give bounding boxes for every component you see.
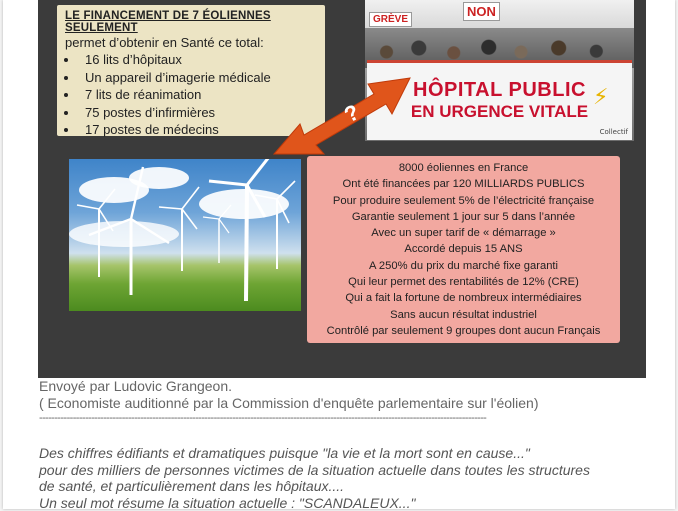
lightning-icon: ⚡ bbox=[593, 85, 608, 110]
comment-line: Des chiffres édifiants et dramatiques puisque "la vie et la mort sont en cause..." bbox=[39, 445, 659, 462]
subsidy-line: Qui leur permet des rentabilités de 12% (CRE) bbox=[311, 274, 616, 290]
list-item: • 7 lits de réanimation bbox=[79, 86, 317, 104]
double-arrow-icon bbox=[270, 72, 420, 162]
subsidy-line: Ont été financées par 120 MILLIARDS PUBLICS bbox=[311, 176, 616, 192]
list-item: • 75 postes d’infirmières bbox=[79, 104, 317, 122]
protest-sign: NON bbox=[463, 2, 500, 21]
collectif-logo-text: Collectif bbox=[600, 128, 628, 136]
subsidy-line: Pour produire seulement 5% de l’électricité française bbox=[311, 193, 616, 209]
page-frame bbox=[3, 0, 675, 509]
health-funding-subtitle: permet d’obtenir en Santé ce total: bbox=[65, 35, 317, 50]
sender-name: Envoyé par Ludovic Grangeon. bbox=[39, 378, 539, 395]
health-funding-title: LE FINANCEMENT DE 7 ÉOLIENNES SEULEMENT bbox=[65, 10, 317, 34]
list-item: • Un appareil d’imagerie médicale bbox=[79, 69, 317, 87]
comment-paragraph bbox=[39, 445, 659, 511]
subsidy-line: A 250% du prix du marché fixe garanti bbox=[311, 258, 616, 274]
banner-line-2: EN URGENCE VITALE bbox=[367, 102, 632, 122]
subsidy-line: 8000 éoliennes en France bbox=[311, 160, 616, 176]
sender-info bbox=[39, 378, 539, 412]
list-item: • 17 postes de médecins bbox=[79, 121, 317, 139]
subsidy-line: Garantie seulement 1 jour sur 5 dans l’année bbox=[311, 209, 616, 225]
sender-credentials: ( Economiste auditionné par la Commission d'enquête parlementaire sur l'éolien) bbox=[39, 395, 539, 412]
comment-line: Un seul mot résume la situation actuelle : "SCANDALEUX..." bbox=[39, 495, 659, 511]
infographic-poster bbox=[38, 0, 646, 378]
wind-turbines-drawing bbox=[69, 159, 301, 311]
wind-turbines-photo bbox=[69, 159, 301, 311]
subsidy-line: Contrôlé par seulement 9 groupes dont aucun Français bbox=[311, 323, 616, 339]
subsidy-line: Sans aucun résultat industriel bbox=[311, 307, 616, 323]
separator-line: -------------------------------------------------------------------------------------------------------------------------------------------------- bbox=[39, 412, 486, 424]
banner-line-1: HÔPITAL PUBLIC bbox=[367, 79, 632, 102]
wind-subsidy-box bbox=[307, 156, 620, 343]
subsidy-line: Qui a fait la fortune de nombreux intermédiaires bbox=[311, 290, 616, 306]
comment-line: de santé, et particulièrement dans les hôpitaux.... bbox=[39, 478, 659, 495]
subsidy-line: Avec un super tarif de « démarrage » bbox=[311, 225, 616, 241]
comment-line: pour des milliers de personnes victimes de la situation actuelle dans toutes les structures bbox=[39, 462, 659, 479]
question-mark: ? bbox=[340, 99, 364, 127]
subsidy-line: Accordé depuis 15 ANS bbox=[311, 241, 616, 257]
protest-sign: GRÈVE bbox=[369, 12, 412, 27]
list-item: • 16 lits d’hôpitaux bbox=[79, 51, 317, 69]
